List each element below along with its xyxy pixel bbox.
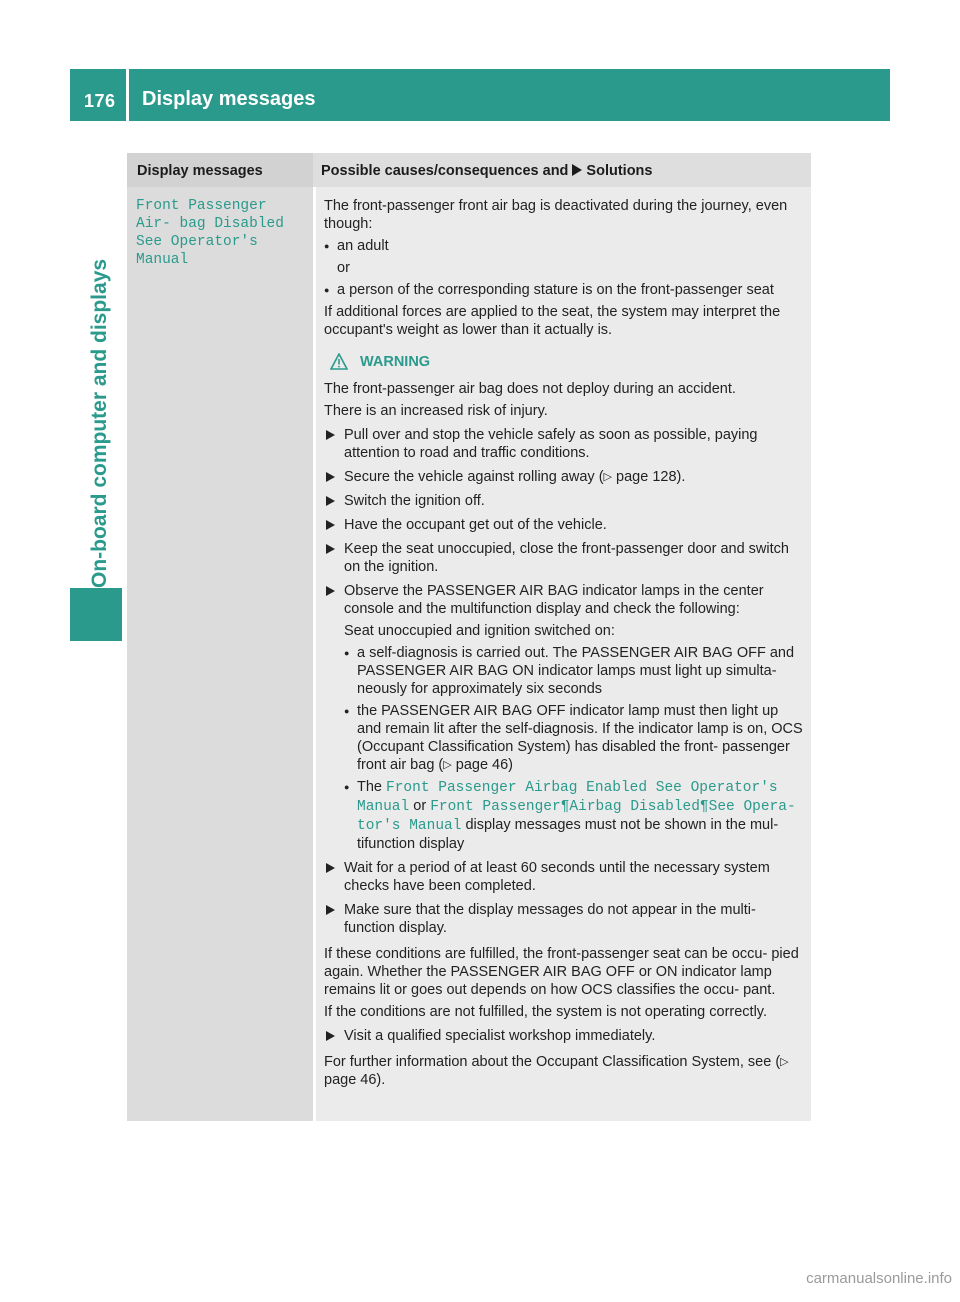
table-header <box>127 153 811 187</box>
display-messages-item: ● The Front Passenger Airbag Enabled See Operator's Manual or Front Passenger¶Airbag Disabled¶See Opera‐ tor's Manual display messages must not be shown in the mul‐ tifunction display <box>324 778 803 853</box>
page-header <box>70 69 890 121</box>
arrow-right-icon <box>326 1031 335 1041</box>
page-number: 176 <box>84 91 116 111</box>
col-header-solutions-text: Solutions <box>586 163 653 179</box>
action-step: Make sure that the display messages do not appear in the multi‐ function display. <box>324 901 803 937</box>
message-cell <box>127 187 313 1121</box>
col-header-causes-text: Possible causes/consequences and <box>321 163 569 179</box>
condition-adult: ● an adult <box>324 237 803 255</box>
col-header-display-messages: Display messages <box>127 153 313 187</box>
action-step: Switch the ignition off. <box>324 492 803 510</box>
arrow-right-icon <box>326 496 335 506</box>
warning-heading <box>330 353 803 370</box>
arrow-right-icon <box>326 430 335 440</box>
watermark: carmanualsonline.info <box>806 1270 952 1287</box>
side-tab-marker <box>70 588 122 641</box>
header-divider <box>126 69 129 121</box>
arrow-right-icon <box>326 863 335 873</box>
solutions-cell <box>313 187 811 1121</box>
arrow-right-icon <box>326 472 335 482</box>
conditions-fulfilled-text: If these conditions are fulfilled, the front-passenger seat can be occu‐ pied again. Whether the PASSENGER AIR BAG OFF or ON indicator lamp remains lit or goes out depends on how OCS classifies the occu‐ pant. <box>324 946 799 998</box>
col-header-causes <box>313 153 811 187</box>
action-step: Have the occupant get out of the vehicle. <box>324 516 803 534</box>
action-step: Wait for a period of at least 60 seconds until the necessary system checks have been completed. <box>324 859 803 895</box>
conditions-not-fulfilled-text: If the conditions are not fulfilled, the system is not operating correctly. <box>324 1004 768 1020</box>
warning-text-2: There is an increased risk of injury. <box>324 403 548 419</box>
action-step: Visit a qualified specialist workshop immediately. <box>324 1027 803 1045</box>
airbag-off-item: ● the PASSENGER AIR BAG OFF indicator lamp must then light up and remain lit after the self-diagnosis. If the indicator lamp is on, OCS (Occupant Classification System) has disabled the front- passenger front air bag (▷ page 46) <box>324 702 803 774</box>
message-disabled: Front Passenger¶Airbag Disabled¶See Opera‐ tor's Manual <box>357 799 796 834</box>
arrow-right-icon <box>572 164 582 176</box>
page-ref-link[interactable]: page 128). <box>616 469 686 485</box>
warning-label: WARNING <box>360 353 431 370</box>
action-step: Pull over and stop the vehicle safely as soon as possible, paying attention to road and traffic conditions. <box>324 426 803 462</box>
condition-person: ● a person of the corresponding stature is on the front-passenger seat <box>324 281 803 299</box>
section-side-label: On-board computer and displays <box>88 258 111 588</box>
messages-table <box>127 153 811 1121</box>
page-ref-icon: ▷ <box>443 759 452 771</box>
page-ref-icon: ▷ <box>603 471 612 483</box>
further-info-text: For further information about the Occupant Classification System, see (▷ page 46). <box>324 1054 789 1088</box>
action-step: Secure the vehicle against rolling away (▷ page 128). <box>324 468 803 486</box>
display-message-text: Front Passenger Air‐ bag Disabled See Operator's Manual <box>136 198 284 268</box>
action-step: Keep the seat unoccupied, close the front-passenger door and switch on the ignition. <box>324 540 803 576</box>
action-step: Observe the PASSENGER AIR BAG indicator lamps in the center console and the multifunction display and check the following: <box>324 582 803 618</box>
message-enabled: Front Passenger Airbag Enabled See Operator's Manual <box>357 780 778 815</box>
seat-unoccupied-text: Seat unoccupied and ignition switched on: <box>344 623 615 639</box>
arrow-right-icon <box>326 520 335 530</box>
intro-text: The front-passenger front air bag is deactivated during the journey, even though: <box>324 198 788 232</box>
arrow-right-icon <box>326 586 335 596</box>
warning-triangle-icon <box>330 353 348 370</box>
arrow-right-icon <box>326 544 335 554</box>
forces-text: If additional forces are applied to the seat, the system may interpret the occupant's weight as lower than it actually is. <box>324 304 781 338</box>
self-diagnosis-item: ● a self-diagnosis is carried out. The PASSENGER AIR BAG OFF and PASSENGER AIR BAG ON indicator lamps must light up simulta‐ neously for approximately six seconds <box>324 644 803 698</box>
arrow-right-icon <box>326 905 335 915</box>
page-ref-icon: ▷ <box>780 1056 789 1068</box>
or-text: or <box>337 260 350 276</box>
table-row <box>127 187 811 1121</box>
warning-text-1: The front-passenger air bag does not deploy during an accident. <box>324 381 736 397</box>
page-ref-link[interactable]: page 46) <box>455 757 513 773</box>
page-title: Display messages <box>142 88 316 110</box>
page-ref-link[interactable]: page 46). <box>324 1072 386 1088</box>
